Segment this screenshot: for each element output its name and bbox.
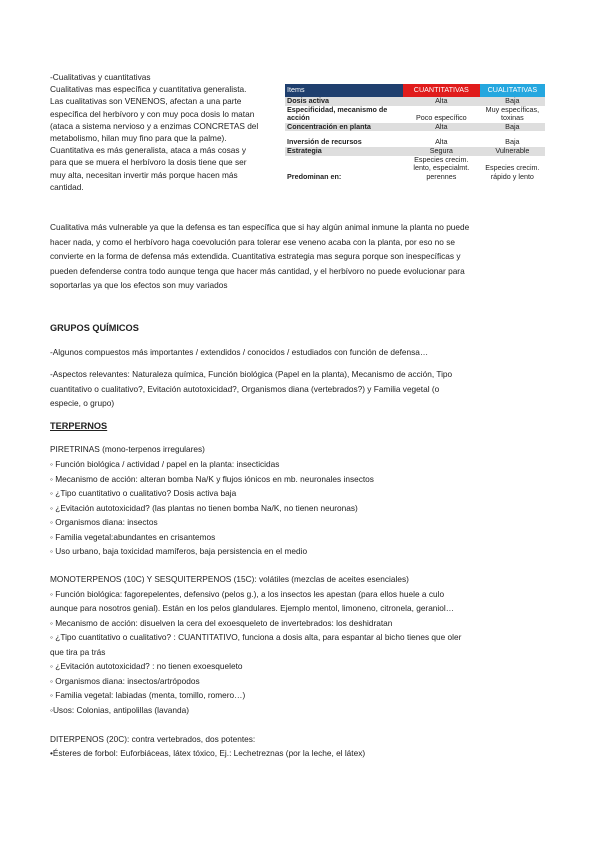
list-item: ◦ Organismos diana: insectos/artrópodos	[50, 676, 200, 686]
cell-cualitativa: Baja	[480, 97, 545, 106]
list-item: ◦ ¿Evitación autotoxicidad? : no tienen exoesqueleto	[50, 661, 243, 671]
paragraph-line: convierte en la forma de defensa más extendida. Cuantitativa estrategia mas segura porque son inespecíficas y	[50, 251, 461, 261]
intro-block	[50, 71, 278, 193]
section-title: GRUPOS QUÍMICOS	[50, 323, 139, 333]
list-item: ◦ Mecanismo de acción: alteran bomba Na/K y flujos iónicos en mb. neuronales insectos	[50, 474, 374, 484]
cell-cuantitativa: Alta	[403, 97, 480, 106]
intro-line: muy alta, necesitan invertir más porque hacen más	[50, 169, 238, 180]
header-items: Items	[285, 84, 403, 97]
cell-cualitativa: Muy específicas, toxinas	[485, 104, 540, 123]
list-item: ◦ ¿Tipo cuantitativo o cualitativo? Dosis activa baja	[50, 488, 237, 498]
subsection-title: TERPERNOS	[50, 421, 108, 431]
list-item: aunque para nosotros genial). Están en los pelos glandulares. Ejemplo mentol, limoneno, citronela, geraniol…	[50, 603, 455, 613]
table-row	[285, 123, 545, 132]
aspectos-line: -Aspectos relevantes: Naturaleza química, Función biológica (Papel en la planta), Mecanismo de acción, Tipo	[50, 369, 453, 379]
aspectos-line: especie, o grupo)	[50, 398, 115, 408]
monoterpenos-title: MONOTERPENOS (10C) Y SESQUITERPENOS (15C): volátiles (mezclas de aceites esenciales)	[50, 574, 409, 584]
list-item: •Ésteres de forbol: Euforbiáceas, látex tóxico, Ej.: Lechetreznas (por la leche, el látex)	[50, 748, 366, 758]
cell-cualitativa: Baja	[505, 137, 520, 147]
intro-line: cantidad.	[50, 181, 84, 192]
intro-line: Las cualitativas son VENENOS, afectan a una parte	[50, 96, 242, 107]
row-label: Especificidad, mecanismo de acción	[287, 104, 388, 123]
list-item: ◦ Organismos diana: insectos	[50, 517, 158, 527]
list-item: ◦ Función biológica: fagorepelentes, defensivo (pelos g.), a los insectos les apestan (para ellos huele a culo	[50, 589, 445, 599]
cell-cualitativa: Baja	[480, 123, 545, 132]
intro-line: Cuantitativa es más generalista, ataca a más cosas y	[50, 145, 246, 156]
paragraph-line: hacer nada, y como el herbívoro haga coevolución para tolerar ese veneno acaba con la planta, por eso no se	[50, 237, 455, 247]
paragraph-line: Cualitativa más vulnerable ya que la defensa es tan específica que si hay algún animal inmune la planta no puede	[50, 222, 470, 232]
paragraph-line: soportarlas ya que los efectos son muy variados	[50, 280, 228, 290]
list-item: ◦ Función biológica / actividad / papel en la planta: insecticidas	[50, 459, 280, 469]
list-item: ◦ Mecanismo de acción: disuelven la cera del exoesqueleto de invertebrados: los deshidratan	[50, 618, 393, 628]
grupos-line: -Algunos compuestos más importantes / extendidos / conocidos / estudiados con función de defensa…	[50, 347, 429, 357]
intro-line: (ataca a sistema nervioso y a enzimas CONCRETAS del	[50, 120, 259, 131]
row-label: Predominan en:	[287, 171, 342, 181]
piretrinas-title: PIRETRINAS (mono-terpenos irregulares)	[50, 444, 205, 454]
list-item: ◦ Familia vegetal:abundantes en crisantemos	[50, 532, 216, 542]
intro-line: Cualitativas mas específica y cuantitativa generalista.	[50, 84, 247, 95]
cell-cuantitativa: Alta	[435, 137, 448, 147]
table-row	[285, 106, 545, 123]
list-item: ◦Usos: Colonias, antipolillas (lavanda)	[50, 705, 189, 715]
intro-line: para que se muera el herbívoro la dosis tiene que ser	[50, 157, 247, 168]
aspectos-line: cuantitativo o cualitativo?, Evitación autotoxicidad?, Organismos diana (vertebrados?) y Familia vegetal (o	[50, 384, 440, 394]
intro-heading: -Cualitativas y cuantitativas	[50, 72, 151, 82]
row-label: Dosis activa	[285, 97, 403, 106]
diterpenos-title: DITERPENOS (20C): contra vertebrados, dos potentes:	[50, 734, 256, 744]
cell-cuantitativa: Alta	[403, 123, 480, 132]
row-label: Inversión de recursos	[287, 137, 362, 147]
intro-line: específica del herbívoro y con muy poca dosis lo matan	[50, 108, 255, 119]
list-item: ◦ ¿Evitación autotoxicidad? (las plantas no tienen bomba Na/K, no tienen neuronas)	[50, 503, 358, 513]
list-item: ◦ ¿Tipo cuantitativo o cualitativo? : CUANTITATIVO, funciona a dosis alta, para espantar al bicho tienes que oler	[50, 632, 462, 642]
comparison-table	[285, 84, 545, 181]
list-item: que tira pa trás	[50, 647, 106, 657]
cell-cuantitativa: Especies crecim. lento, especialmt. perennes	[413, 154, 470, 181]
cell-cualitativa: Vulnerable	[480, 147, 545, 156]
row-label: Concentración en planta	[285, 123, 403, 132]
header-cualitativas: CUALITATIVAS	[480, 84, 545, 97]
table-row	[285, 156, 545, 182]
row-label: Estrategia	[285, 147, 403, 156]
cell-cuantitativa: Poco específico	[415, 113, 467, 123]
header-cuantitativas: CUANTITATIVAS	[403, 84, 480, 97]
paragraph-line: pueden defenderse contra todo aunque tenga que hacer más cantidad, y el herbívoro no puede evolucionar para	[50, 266, 465, 276]
list-item: ◦ Familia vegetal: labiadas (menta, tomillo, romero…)	[50, 690, 246, 700]
cell-cualitativa: Especies crecim. rápido y lento	[485, 163, 540, 181]
cell-cuantitativa: Segura	[403, 147, 480, 156]
list-item: ◦ Uso urbano, baja toxicidad mamíferos, baja persistencia en el medio	[50, 546, 308, 556]
intro-line: metabolismo, hilan muy fino para que la palme).	[50, 133, 227, 144]
